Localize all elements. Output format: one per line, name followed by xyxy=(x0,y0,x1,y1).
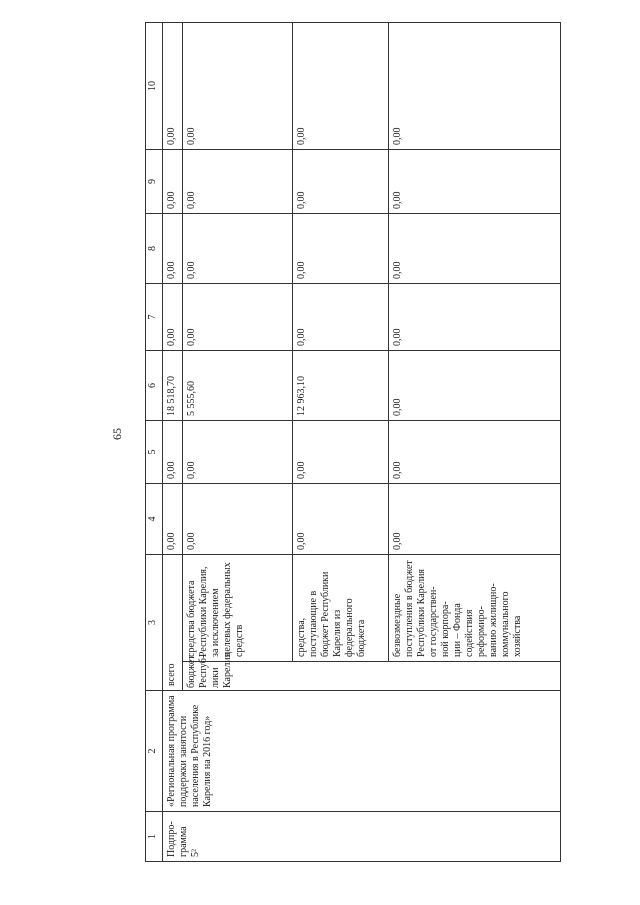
source-label: безвозмездные поступления в бюджет Республики Карелия от государствен- ной корпора- ции – Фонда содействия реформиро- ванию жилищно- коммунального хозяйства xyxy=(389,555,561,662)
value-cell: 0,00 xyxy=(163,484,183,555)
value-cell: 0,00 xyxy=(163,421,183,484)
value-cell: 12 963,10 xyxy=(293,351,389,421)
value-cell: 0,00 xyxy=(163,23,183,150)
value-cell: 0,00 xyxy=(389,484,561,555)
value-cell: 0,00 xyxy=(163,214,183,284)
header-cell: 1 xyxy=(146,812,163,862)
value-cell: 0,00 xyxy=(183,214,293,284)
value-cell: 0,00 xyxy=(389,214,561,284)
header-row xyxy=(146,23,163,862)
value-cell: 0,00 xyxy=(183,150,293,214)
value-cell: 0,00 xyxy=(389,150,561,214)
source-label: средства бюджета Республики Карелия, за исключением целевых федеральных средств xyxy=(183,555,293,662)
source-label: средства, поступающие в бюджет Республики Карелия из федерального бюджета xyxy=(293,555,389,662)
header-cell: 9 xyxy=(146,150,163,214)
value-cell: 5 555,60 xyxy=(183,351,293,421)
value-cell: 0,00 xyxy=(293,23,389,150)
value-cell: 0,00 xyxy=(389,421,561,484)
value-cell: 0,00 xyxy=(163,284,183,351)
program-code: Подпро- грамма 5² xyxy=(163,812,561,862)
header-cell: 5 xyxy=(146,421,163,484)
total-label: всего xyxy=(163,555,183,691)
header-cell: 3 xyxy=(146,555,163,691)
rotated-table-container xyxy=(145,23,559,862)
value-cell: 0,00 xyxy=(163,150,183,214)
value-cell: 0,00 xyxy=(293,214,389,284)
value-cell: 0,00 xyxy=(183,484,293,555)
value-cell: 0,00 xyxy=(389,351,561,421)
page-number: 65 xyxy=(110,428,124,440)
value-cell: 0,00 xyxy=(183,421,293,484)
budget-table xyxy=(145,22,561,862)
total-row xyxy=(163,23,183,862)
value-cell: 0,00 xyxy=(389,23,561,150)
value-cell: 0,00 xyxy=(293,421,389,484)
value-cell: 0,00 xyxy=(183,284,293,351)
header-cell: 4 xyxy=(146,484,163,555)
value-cell: 0,00 xyxy=(293,284,389,351)
header-cell: 8 xyxy=(146,214,163,284)
value-cell: 0,00 xyxy=(389,284,561,351)
value-cell: 18 518,70 xyxy=(163,351,183,421)
program-name: «Региональная программа поддержки занятости населения в Республике Карелия на 2016 год» xyxy=(163,691,561,812)
value-cell: 0,00 xyxy=(183,23,293,150)
budget-label: бюджет Респуб- лики Карелия xyxy=(183,662,561,691)
header-cell: 2 xyxy=(146,691,163,812)
header-cell: 10 xyxy=(146,23,163,150)
value-cell: 0,00 xyxy=(293,150,389,214)
value-cell: 0,00 xyxy=(293,484,389,555)
header-cell: 7 xyxy=(146,284,163,351)
header-cell: 6 xyxy=(146,351,163,421)
